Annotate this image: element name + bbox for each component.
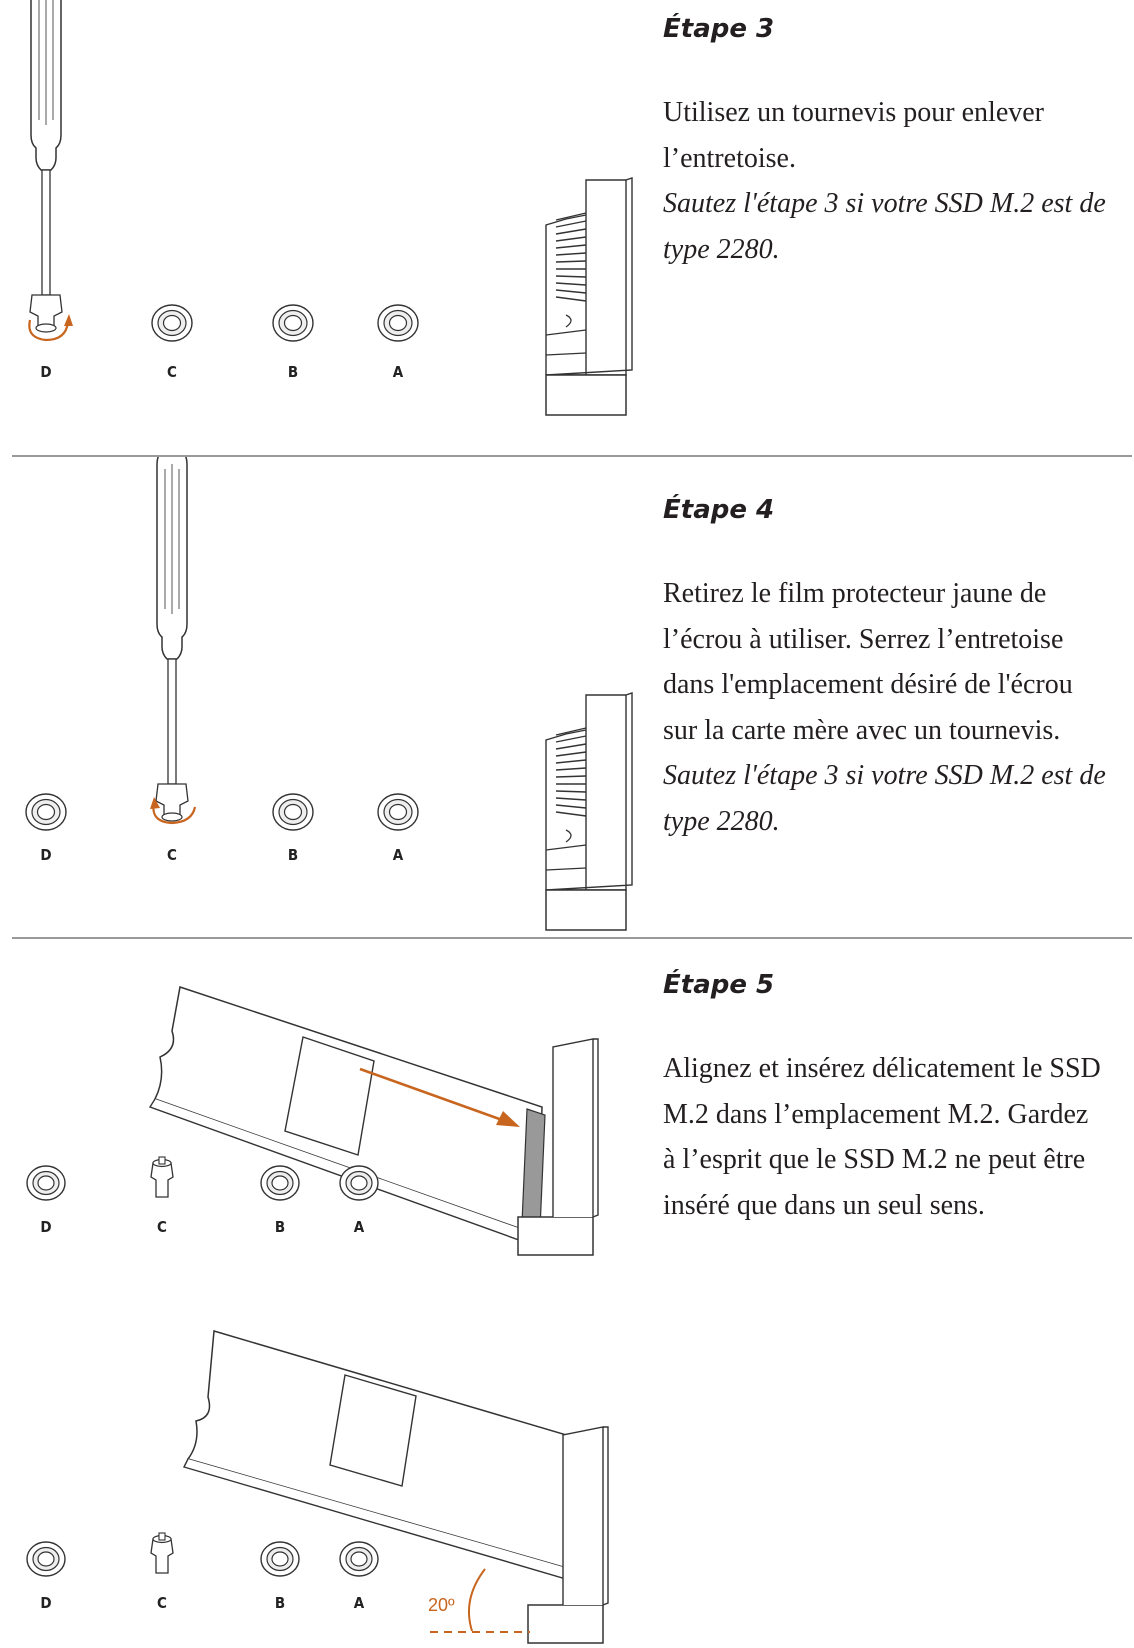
step-title: Étape 5 [663, 970, 775, 1000]
step-note-line: Sautez l'étape 3 si votre SSD M.2 est de [663, 760, 1106, 791]
step-5-text [663, 970, 1133, 1228]
hole-label-a: A [392, 846, 404, 864]
hole-label-d: D [40, 1594, 52, 1612]
hole-label-c: C [167, 363, 177, 381]
standoff-post-icon [151, 1533, 173, 1573]
step-body-line: Retirez le film protecteur jaune de [663, 578, 1047, 609]
step-5-illustration [0, 939, 660, 1648]
hole-label-c: C [157, 1594, 167, 1612]
step-body-line: M.2 dans l’emplacement M.2. Gardez [663, 1098, 1089, 1130]
standoff-hole-b [273, 305, 313, 341]
step-3-illustration [0, 0, 660, 455]
standoff-hole-a [378, 794, 418, 830]
hole-label-c: C [167, 846, 177, 864]
angle-arc-icon [469, 1569, 485, 1631]
hole-label-a: A [392, 363, 404, 381]
standoff-hole-c [152, 305, 192, 341]
angle-label: 20º [428, 1595, 455, 1615]
standoff-hole-d [26, 794, 66, 830]
step-note-line: Sautez l'étape 3 si votre SSD M.2 est de [663, 188, 1106, 219]
m2-ssd-icon [150, 987, 545, 1244]
step-4-section [0, 457, 1134, 937]
step-note-line: type 2280. [663, 805, 780, 837]
step-body-line: à l’esprit que le SSD M.2 ne peut être [663, 1144, 1086, 1175]
standoff-hole-d [27, 1166, 65, 1200]
m2-slot-icon [546, 693, 632, 930]
step-body-line: dans l'emplacement désiré de l'écrou [663, 669, 1073, 700]
step-body-line: l’écrou à utiliser. Serrez l’entretoise [663, 623, 1064, 655]
standoff-hole-a [378, 305, 418, 341]
standoff-hole-a [340, 1166, 378, 1200]
step-title: Étape 3 [663, 14, 775, 44]
screwdriver-icon [30, 0, 62, 332]
step-3-section [0, 0, 1134, 455]
step-4-illustration [0, 457, 660, 937]
standoff-post-icon [151, 1157, 173, 1197]
hole-label-a: A [353, 1594, 365, 1612]
step-4-text [663, 495, 1133, 844]
hole-label-a: A [353, 1218, 365, 1236]
standoff-hole-b [273, 794, 313, 830]
step-body-line: l’entretoise. [663, 142, 796, 174]
hole-label-b: B [287, 363, 299, 381]
step-title: Étape 4 [663, 495, 775, 525]
m2-slot-icon [546, 178, 632, 415]
hole-label-b: B [274, 1218, 286, 1236]
hole-label-d: D [40, 363, 52, 381]
standoff-hole-b [261, 1166, 299, 1200]
step-body-line: Utilisez un tournevis pour enlever [663, 97, 1045, 128]
screwdriver-icon [156, 457, 188, 821]
hole-label-c: C [157, 1218, 167, 1236]
step-body-line: sur la carte mère avec un tournevis. [663, 714, 1061, 746]
hole-label-d: D [40, 846, 52, 864]
step-3-text [663, 14, 1133, 272]
hole-label-b: B [274, 1594, 286, 1612]
hole-label-b: B [287, 846, 299, 864]
standoff-hole-a [340, 1542, 378, 1576]
hole-label-d: D [40, 1218, 52, 1236]
standoff-hole-b [261, 1542, 299, 1576]
standoff-hole-d [27, 1542, 65, 1576]
step-body-line: Alignez et insérez délicatement le SSD [663, 1053, 1101, 1084]
step-5-section [0, 939, 1134, 1648]
step-body-line: inséré que dans un seul sens. [663, 1189, 985, 1221]
m2-ssd-icon [184, 1331, 580, 1579]
step-note-line: type 2280. [663, 233, 780, 265]
